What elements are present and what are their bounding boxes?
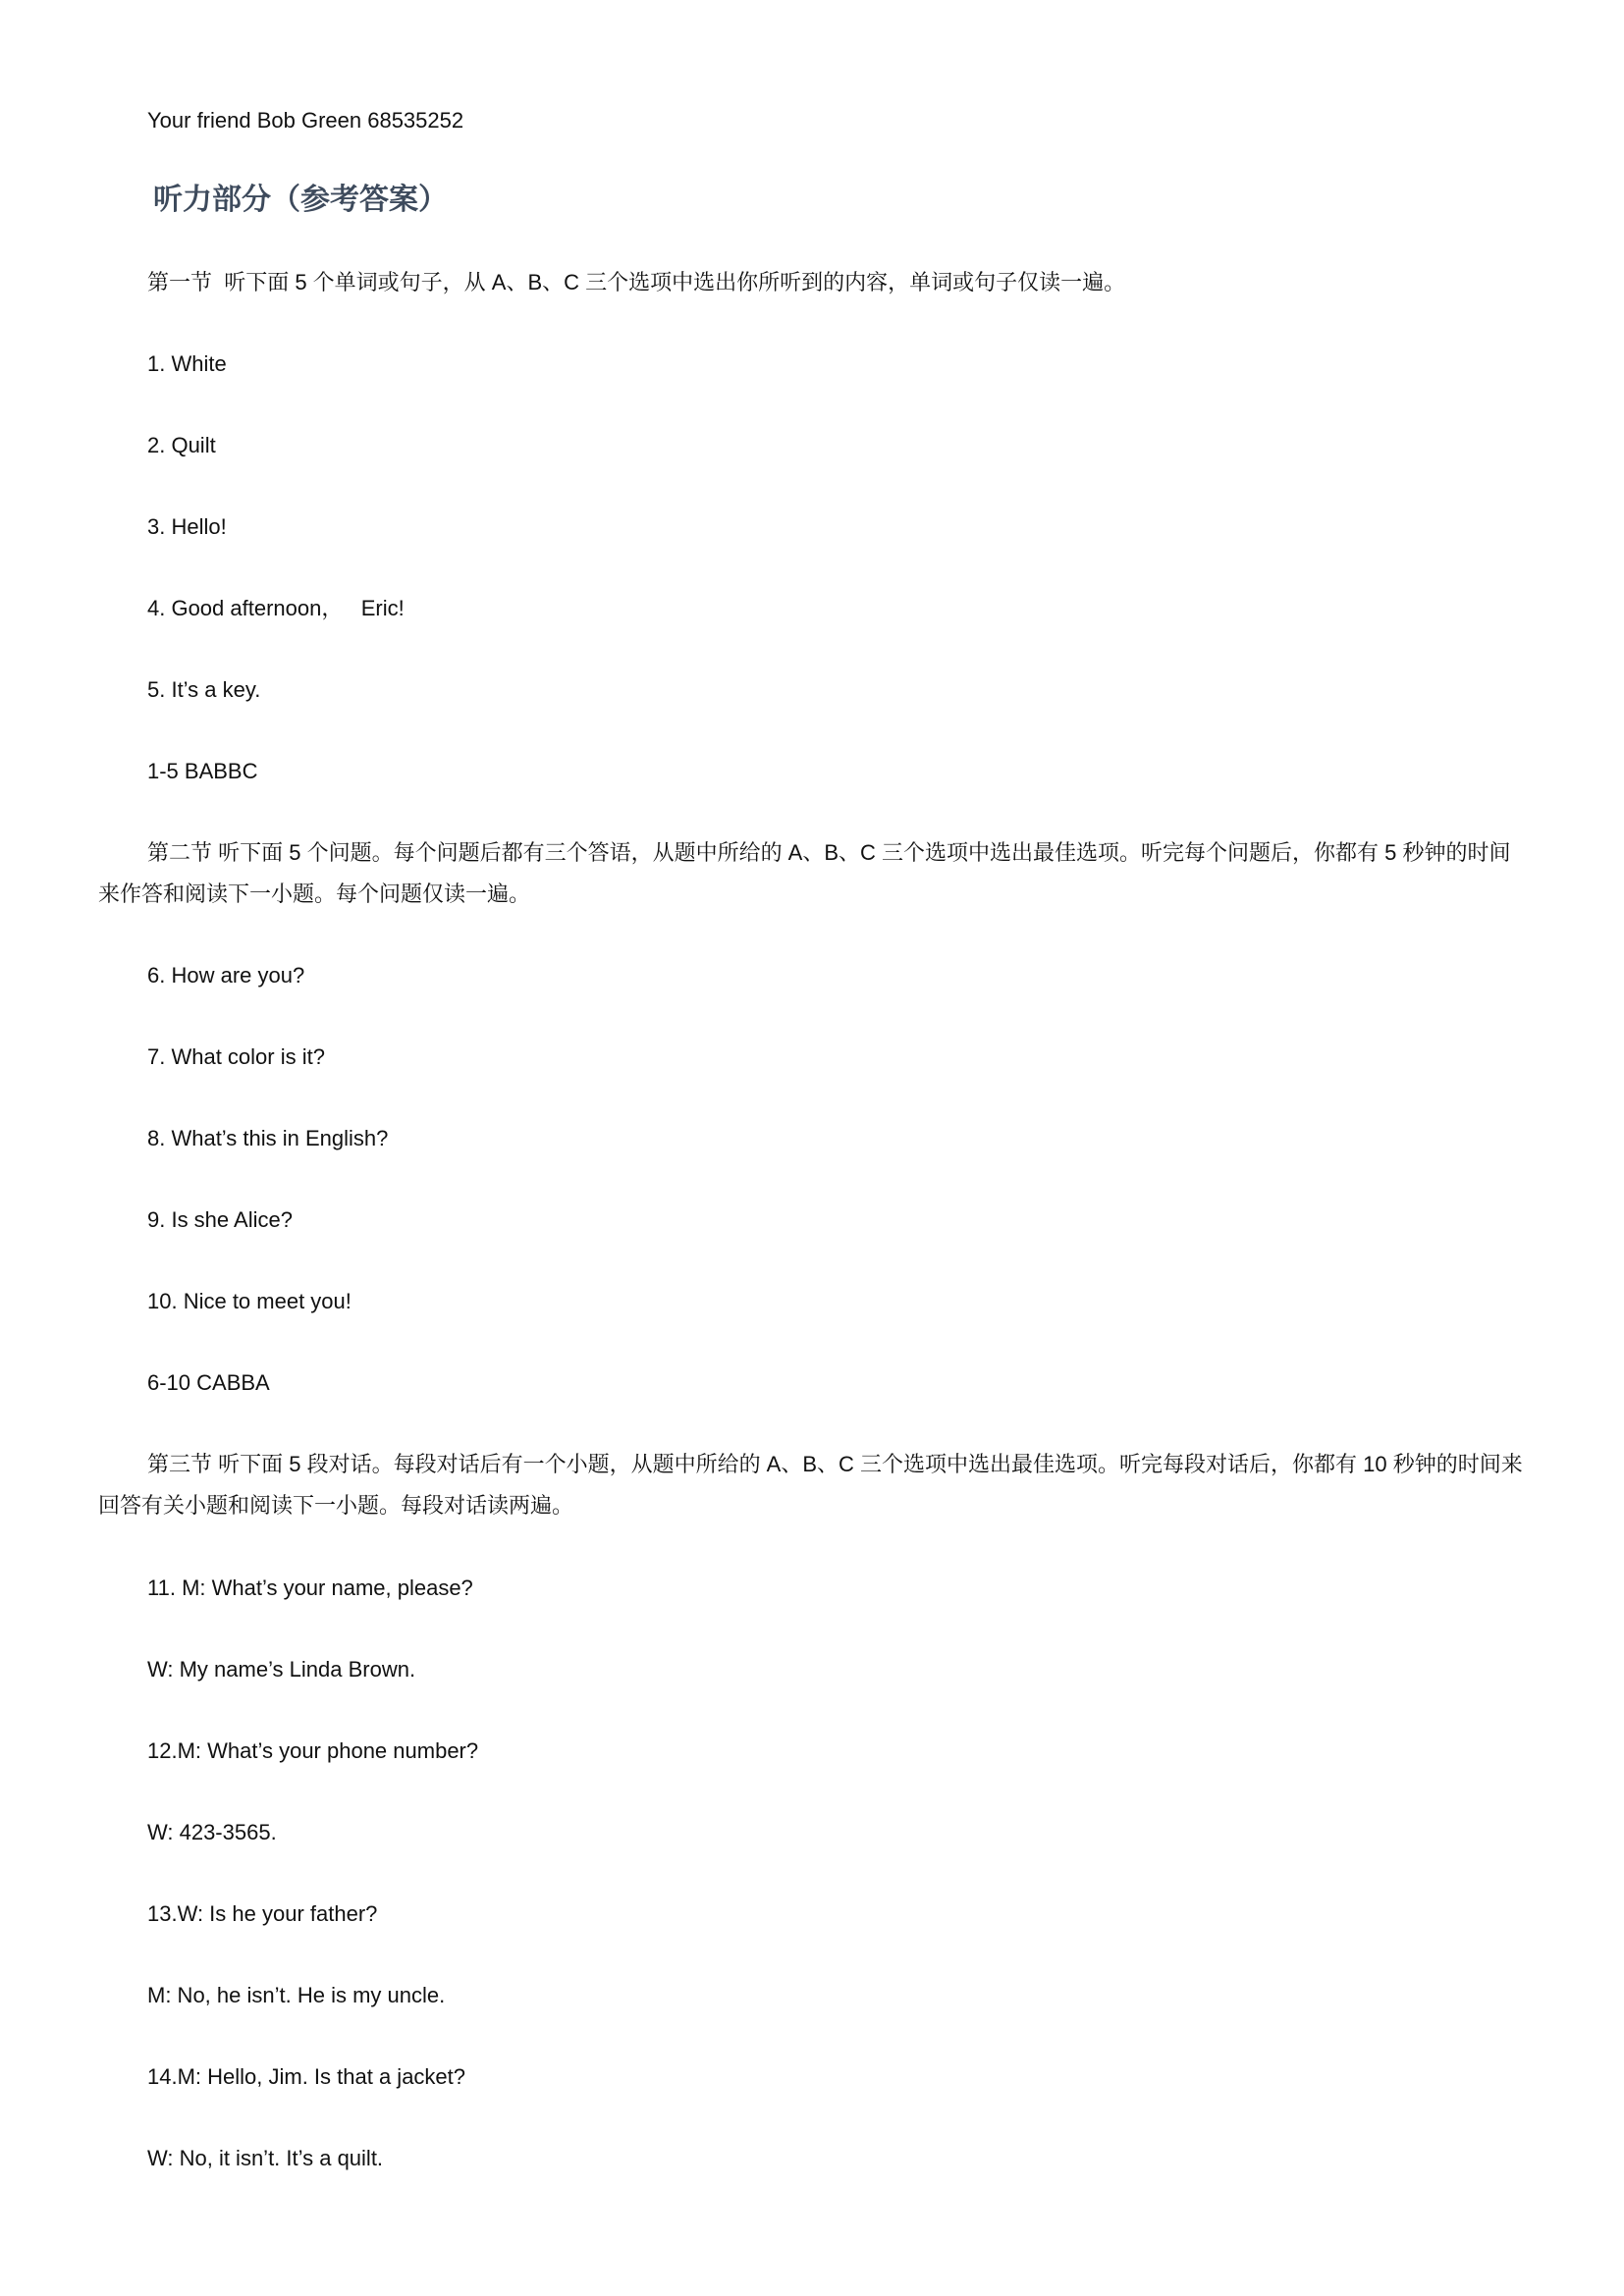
section2-instructions: 第二节 听下面 5 个问题。每个问题后都有三个答语，从题中所给的 A、B、C 三个选项中选出最佳选项。听完每个问题后，你都有 5 秒钟的时间来作答和阅读下一小题。每个问题仅读一遍。 <box>98 840 1511 906</box>
dialogue-line: 13.W: Is he your father? <box>147 1901 378 1926</box>
section1-item-5: 5. It’s a key. <box>147 677 261 702</box>
section1-item-1: 1. White <box>147 351 227 376</box>
dialogue-line: 14.M: Hello, Jim. Is that a jacket? <box>147 2064 466 2089</box>
header-note: Your friend Bob Green 68535252 <box>147 108 464 133</box>
section1-item-3: 3. Hello! <box>147 514 227 539</box>
section1-item-2: 2. Quilt <box>147 433 216 457</box>
section1-item-4: 4. Good afternoon， Eric! <box>147 596 405 620</box>
section2-item-7: 7. What color is it? <box>147 1044 325 1069</box>
section3-instructions: 第三节 听下面 5 段对话。每段对话后有一个小题，从题中所给的 A、B、C 三个选项中选出最佳选项。听完每段对话后，你都有 10 秒钟的时间来回答有关小题和阅读下一小题。每段对话读两遍。 <box>98 1452 1523 1518</box>
section2-answers: 6-10 CABBA <box>147 1370 270 1395</box>
dialogue-line: W: 423-3565. <box>147 1820 277 1844</box>
dialogue-line: 11. M: What’s your name, please? <box>147 1575 473 1600</box>
dialogue-line: W: My name’s Linda Brown. <box>147 1657 416 1682</box>
section2-item-9: 9. Is she Alice? <box>147 1207 293 1232</box>
dialogue-line: 12.M: What’s your phone number? <box>147 1738 479 1763</box>
page-title: 听力部分（参考答案） <box>153 183 448 217</box>
section2-item-6: 6. How are you? <box>147 963 305 988</box>
section1-answers: 1-5 BABBC <box>147 759 258 783</box>
section1-instructions: 第一节 听下面 5 个单词或句子，从 A、B、C 三个选项中选出你所听到的内容，单词或句子仅读一遍。 <box>147 270 1126 294</box>
section2-item-10: 10. Nice to meet you! <box>147 1289 352 1313</box>
dialogue-line: W: No, it isn’t. It’s a quilt. <box>147 2146 384 2170</box>
section2-item-8: 8. What’s this in English? <box>147 1126 389 1150</box>
dialogue-line: M: No, he isn’t. He is my uncle. <box>147 1983 446 2007</box>
